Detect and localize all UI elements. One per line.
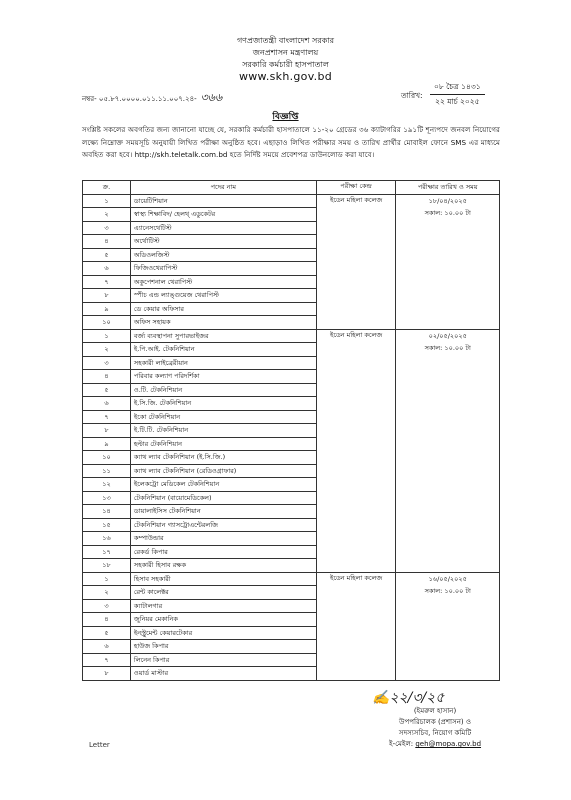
table-row xyxy=(83,329,500,343)
row-post-name: ইনস্ট্রুমেন্ট কেয়ারটেকার xyxy=(130,626,316,640)
row-serial: ৩ xyxy=(83,221,131,235)
memo-number xyxy=(82,89,222,108)
row-post-name: স্পীচ এন্ড ল্যাঙ্গুয়েজ থেরাপিস্ট xyxy=(130,289,316,303)
group-date-time xyxy=(396,572,500,680)
row-post-name: রেন্ট কালেক্টর xyxy=(130,586,316,600)
row-post-name: ডায়েটিশিয়ান xyxy=(130,194,316,208)
row-serial: ৫ xyxy=(83,248,131,262)
row-post-name: টেকনিশিয়ান (বায়োমেডিকেল) xyxy=(130,491,316,505)
group-exam-time: সকাল: ১০.০০ টা xyxy=(424,587,471,595)
header-venue: পরীক্ষা কেন্দ্র xyxy=(316,181,396,195)
row-post-name: ডায়ালাইসিস টেকনিশিয়ান xyxy=(130,505,316,519)
date-bangla: ০৮ চৈত্র ১৪৩১ xyxy=(430,80,485,95)
row-post-name: অডিওলজিস্ট xyxy=(130,248,316,262)
table-row xyxy=(83,572,500,586)
row-post-name: ক্যাটালগার xyxy=(130,599,316,613)
row-post-name: সহকারী লাইব্রেরীয়ান xyxy=(130,356,316,370)
group-date-time xyxy=(396,194,500,329)
row-post-name: টেকনিশিয়ান গ্যাসট্রোএন্টেরলজি xyxy=(130,518,316,532)
group-venue: ইডেন মহিলা কলেজ xyxy=(316,194,396,329)
table-header-row xyxy=(83,181,500,195)
row-post-name: ও.টি. টেকনিশিয়ান xyxy=(130,383,316,397)
row-post-name: হাউজ কিপার xyxy=(130,640,316,654)
header-government: গণপ্রজাতন্ত্রী বাংলাদেশ সরকার xyxy=(236,36,335,45)
notice-title-text: বিজ্ঞপ্তি xyxy=(272,112,299,122)
row-serial: ৭ xyxy=(83,410,131,424)
row-serial: ১৬ xyxy=(83,532,131,546)
group-exam-date: ০২/০৫/২০২৫ xyxy=(428,331,467,340)
row-serial: ১১ xyxy=(83,464,131,478)
row-serial: ১ xyxy=(83,194,131,208)
row-post-name: পরিবার কল্যাণ পরিদর্শিকা xyxy=(130,370,316,384)
memo-number-text: নম্বর- ০৫.৮৭.০০০০.০১১.১১.০০৭.২৪- xyxy=(82,95,197,103)
group-venue: ইডেন মহিলা কলেজ xyxy=(316,572,396,680)
group-exam-time: সকাল: ১০.০০ টা xyxy=(424,209,471,217)
group-exam-date: ১৬/০৫/২০২৫ xyxy=(428,574,467,583)
row-post-name: হিসাব সহকারী xyxy=(130,572,316,586)
row-post-name: ই.পি.আই. টেকনিশিয়ান xyxy=(130,343,316,357)
row-serial: ১০ xyxy=(83,316,131,330)
row-post-name: ডে কেয়ার অফিসার xyxy=(130,302,316,316)
notice-title xyxy=(0,109,571,124)
row-post-name: অকুপেশনাল থেরাপিস্ট xyxy=(130,275,316,289)
row-serial: ১ xyxy=(83,329,131,343)
date-block xyxy=(430,80,485,109)
row-serial: ৪ xyxy=(83,613,131,627)
row-serial: ১৪ xyxy=(83,505,131,519)
header-date-time: পরীক্ষার তারিখ ও সময় xyxy=(396,181,500,195)
signer-name: (ইমরুল হাসান) xyxy=(413,707,457,715)
header-ministry: জনপ্রশাসন মন্ত্রণালয় xyxy=(252,48,319,57)
row-serial: ৮ xyxy=(83,424,131,438)
header-serial: ক্র. xyxy=(83,181,131,195)
row-post-name: কম্পাউন্ডার xyxy=(130,532,316,546)
row-serial: ৬ xyxy=(83,640,131,654)
row-post-name: ই.সি.জি. টেকনিশিয়ান xyxy=(130,397,316,411)
group-venue: ইডেন মহিলা কলেজ xyxy=(316,329,396,572)
row-post-name: অফিস সহায়ক xyxy=(130,316,316,330)
row-serial: ২ xyxy=(83,586,131,600)
row-serial: ৪ xyxy=(83,235,131,249)
signature-date: ২২/৩/২৫ xyxy=(389,690,445,706)
table-body xyxy=(83,194,500,680)
row-serial: ২ xyxy=(83,343,131,357)
signer-block xyxy=(360,706,510,750)
notice-paragraph: সংশ্লিষ্ট সকলের অবগতির জন্য জানানো যাচ্ছে যে, সরকারি কর্মচারী হাসপাতালে ১১-২০ গ্রেডের ৩৬ ক্যাটাগরির ১৯১টি শূন্যপদে জনবল নিয়োগের লক্ষ্যে নিম্নোক্ত সময়সূচি অনুযায়ী লিখিত পরীক্ষা অনুষ্ঠিত হবে। এছাড়াও লিখিত পরীক্ষার সময় ও তারিখ প্রার্থীর মোবাইল ফোনে SMS এর মাধ্যমে অবহিত করা হবে। http://skh.teletalk.com.bd হতে নির্দিষ্ট সময়ে প্রবেশপত্র ডাউনলোড করা যাবে। xyxy=(82,125,500,159)
row-post-name: বর্জ্য ব্যবস্থাপনা সুপারভাইজর xyxy=(130,329,316,343)
exam-schedule-table xyxy=(82,180,500,681)
header-hospital: সরকারি কর্মচারী হাসপাতাল xyxy=(242,60,329,69)
group-exam-time: সকাল: ১০.০০ টা xyxy=(424,344,471,352)
row-serial: ৪ xyxy=(83,370,131,384)
row-serial: ১৩ xyxy=(83,491,131,505)
signer-email-line xyxy=(360,739,510,750)
row-post-name: স্বাস্থ্য শিক্ষাবিদ/ হেলথ্ এডুকেটর xyxy=(130,208,316,222)
row-post-name: রেকর্ড কিপার xyxy=(130,545,316,559)
row-serial: ১৫ xyxy=(83,518,131,532)
row-serial: ১২ xyxy=(83,478,131,492)
row-post-name: জুনিয়র মেকানিক xyxy=(130,613,316,627)
row-post-name: ওয়ার্ড মাস্টার xyxy=(130,667,316,681)
row-serial: ৬ xyxy=(83,397,131,411)
signature-scribble: ✍ xyxy=(372,690,390,706)
memo-handwritten-number: ৩৬৬ xyxy=(200,91,223,104)
row-serial: ৬ xyxy=(83,262,131,276)
row-serial: ৯ xyxy=(83,437,131,451)
group-exam-date: ১৮/০৪/২০২৫ xyxy=(428,196,467,205)
signer-designation-1: উপপরিচালক (প্রশাসন) ও xyxy=(399,718,471,726)
header-website: www.skh.gov.bd xyxy=(238,70,333,83)
table-row xyxy=(83,194,500,208)
row-post-name: এ্যানেসথেটিস্ট xyxy=(130,221,316,235)
row-serial: ১ xyxy=(83,572,131,586)
group-date-time xyxy=(396,329,500,572)
row-serial: ৯ xyxy=(83,302,131,316)
row-post-name: ক্যাথ ল্যাব টেকনিশিয়ান (রেডিওগ্রাফার) xyxy=(130,464,316,478)
row-serial: ৫ xyxy=(83,383,131,397)
row-serial: ১৮ xyxy=(83,559,131,573)
row-post-name: ই.টি.টি. টেকনিশিয়ান xyxy=(130,424,316,438)
row-post-name: হল্টার টেকনিশিয়ান xyxy=(130,437,316,451)
row-post-name: লিনেন কিপার xyxy=(130,653,316,667)
row-post-name: অর্থোটিস্ট xyxy=(130,235,316,249)
row-serial: ১০ xyxy=(83,451,131,465)
row-serial: ৭ xyxy=(83,653,131,667)
row-serial: ৮ xyxy=(83,289,131,303)
date-english: ২২ মার্চ ২০২৫ xyxy=(435,97,480,106)
signer-designation-2: সদস্যসচিব, নিয়োগ কমিটি xyxy=(398,729,472,737)
row-serial: ২ xyxy=(83,208,131,222)
row-post-name: ইকো টেকনিশিয়ান xyxy=(130,410,316,424)
signer-email-label: ই-মেইল: xyxy=(388,740,414,748)
row-serial: ৩ xyxy=(83,599,131,613)
row-serial: ৫ xyxy=(83,626,131,640)
row-serial: ৮ xyxy=(83,667,131,681)
signer-email-link[interactable]: geh@mopa.gov.bd xyxy=(415,740,482,748)
footer-letter: Letter xyxy=(89,741,110,749)
row-post-name: সহকারী হিসাব রক্ষক xyxy=(130,559,316,573)
row-post-name: ক্যাথ ল্যাব টেকনিশিয়ান (ই.সি.জি.) xyxy=(130,451,316,465)
header-post: পদের নাম xyxy=(130,181,316,195)
row-serial: ৭ xyxy=(83,275,131,289)
date-label: তারিখ: xyxy=(401,91,423,100)
row-serial: ১৭ xyxy=(83,545,131,559)
row-post-name: ইলেকট্রো মেডিকেল টেকনিশিয়ান xyxy=(130,478,316,492)
row-post-name: ফিজিওথেরাপিস্ট xyxy=(130,262,316,276)
row-serial: ৩ xyxy=(83,356,131,370)
